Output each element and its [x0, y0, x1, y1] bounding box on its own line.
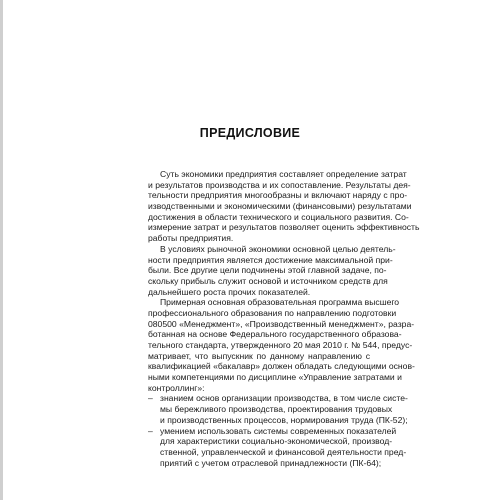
text-line: 080500 «Менеджмент», «Производственный менеджмент», разра- — [148, 318, 415, 329]
text-line: ботанная на основе Федерального государственного образова- — [148, 329, 402, 340]
list-item-text: умением использовать системы современных показателей — [160, 425, 397, 436]
text-line: контроллинг»: — [148, 382, 205, 393]
text-line: и результатов производства и их сопоставление. Результаты дея- — [148, 179, 411, 190]
text-line: и производственных процессов, нормирования труда (ПК-52); — [160, 414, 408, 425]
list-item — [148, 393, 408, 425]
list-item — [148, 425, 407, 469]
text-line: тельного стандарта, утвержденного 20 мая 2010 г. № 544, предус- — [148, 340, 413, 350]
text-line: приятий с учетом отраслевой принадлежности (ПК-64); — [160, 457, 382, 468]
text-line: Суть экономики предприятия составляет определение затрат — [160, 169, 407, 179]
page-edge — [0, 0, 3, 500]
text-line: В условиях рыночной экономики основной целью деятель- — [160, 243, 396, 254]
text-line: дальнейшего роста прочих показателей. — [148, 286, 311, 297]
text-line: мы бережливого производства, проектирования трудовых — [160, 404, 393, 415]
text-line: профессионального образования по направлению подготовки — [148, 307, 397, 318]
page-title: ПРЕДИСЛОВИЕ — [199, 126, 301, 140]
text-line: ными компетенциями по дисциплине «Управление затратами и — [148, 372, 402, 383]
text-line — [148, 393, 408, 404]
text-line: работы предприятия. — [148, 233, 234, 244]
text-line: скольку прибыль служит основой и источником средств для — [148, 275, 388, 286]
text-line: квалификацией «бакалавр» должен обладать следующими основ- — [148, 361, 415, 372]
text-line: ственной, управленческой и финансовой деятельности пред- — [160, 446, 407, 457]
text-line: измерение затрат и результатов позволяет оценить эффективность — [148, 222, 420, 233]
body-text — [148, 169, 420, 468]
text-line: тельности предприятия многообразны и включают наряду с про- — [148, 190, 408, 201]
text-line: для характеристики социально-экономической, производ- — [160, 436, 393, 447]
list-item-text: знанием основ организации производства, в том числе систе- — [160, 393, 408, 404]
text-line: изводственными и экономическими (финансовыми) результатами — [148, 201, 412, 212]
text-line: достижения в области технического и социального развития. Со- — [148, 211, 409, 222]
list-dash: – — [148, 425, 153, 436]
text-line: матривает, что выпускник по данному направлению с — [148, 350, 370, 361]
paragraph — [148, 297, 415, 393]
text-line — [148, 425, 397, 437]
paragraph — [148, 169, 420, 244]
list-dash: – — [148, 393, 153, 404]
text-line: были. Все другие цели подчинены этой главной задаче, по- — [148, 265, 387, 276]
text-line: Примерная основная образовательная программа высшего — [160, 297, 400, 308]
paragraph — [148, 243, 396, 297]
text-line: ности предприятия является достижение максимальной при- — [148, 254, 393, 265]
